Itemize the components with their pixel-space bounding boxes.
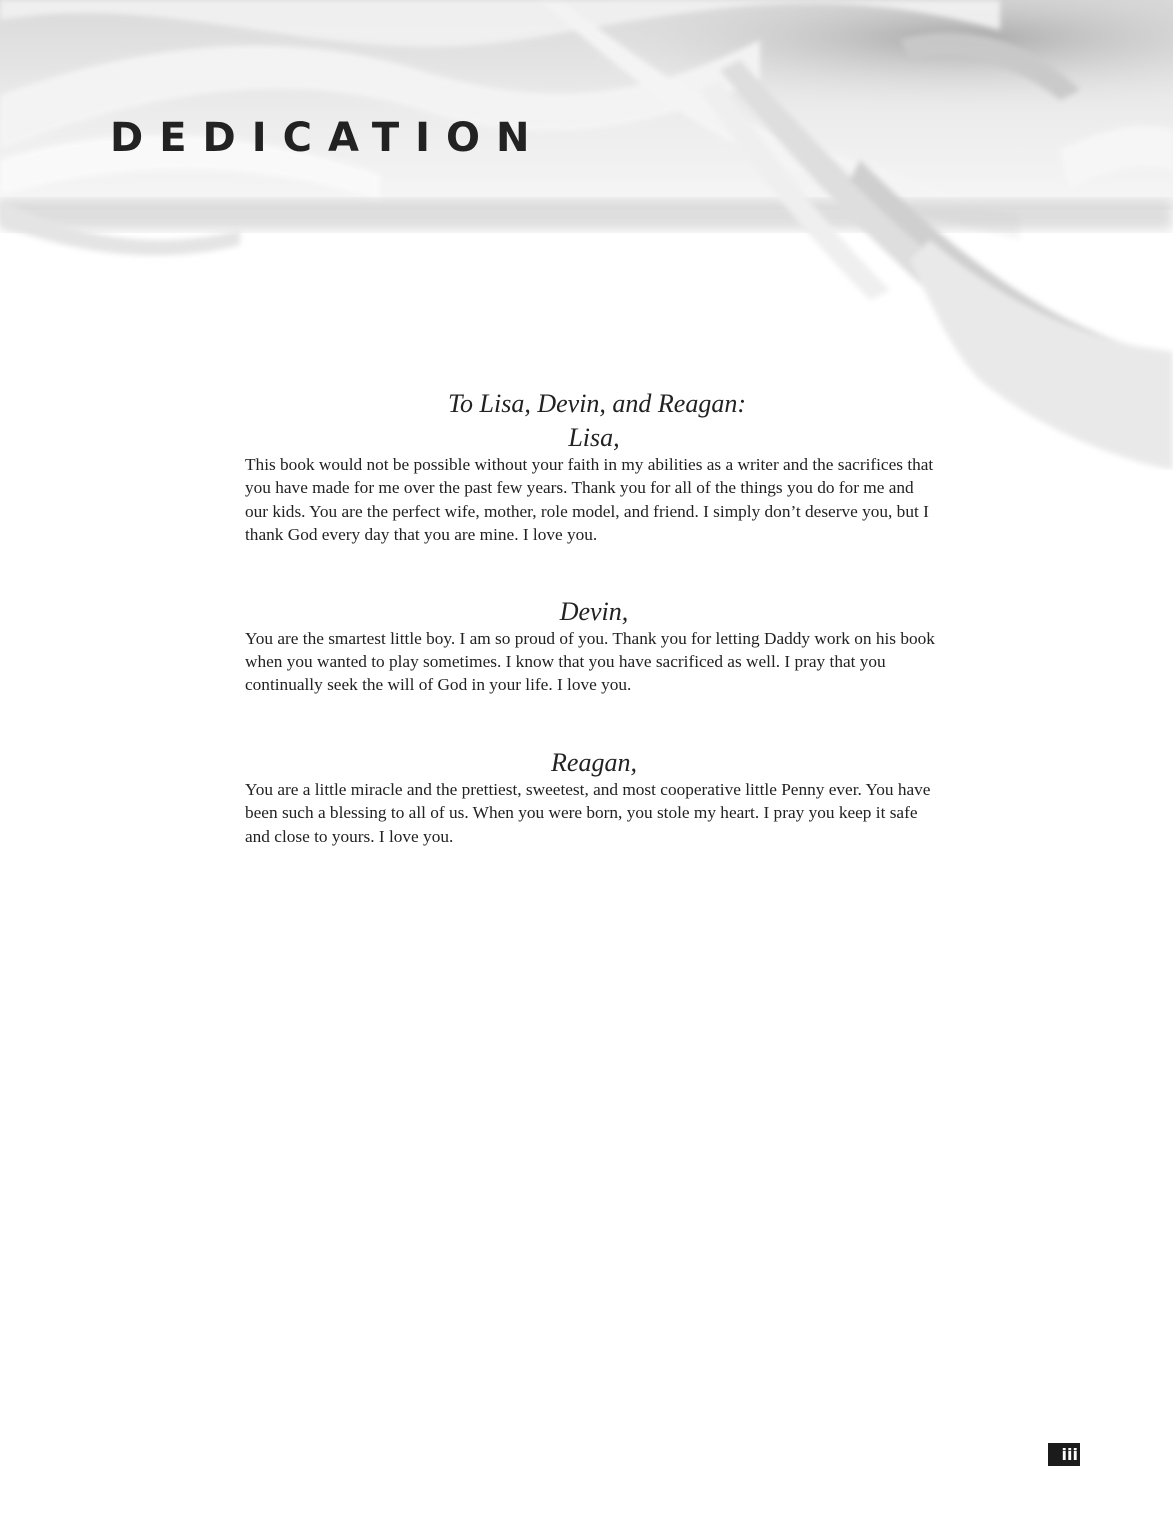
section-body: This book would not be possible without your faith in my abilities as a writer and the sacrifices that you have made for me over the past few years. Thank you for all of the things you do for me and our kids. You are the perfect wife, mother, role model, and friend. I simply don’t deserve you, but I thank God every day that you are mine. I love you. bbox=[245, 455, 934, 545]
page-number: iii bbox=[1048, 1443, 1080, 1466]
page-title: DEDICATION bbox=[110, 115, 546, 161]
section-body: You are the smartest little boy. I am so proud of you. Thank you for letting Daddy work on his book when you wanted to play sometimes. I know that you have sacrificed as well. I pray that you continually seek the will of God in your life. I love you. bbox=[245, 628, 935, 695]
section-name: Devin, bbox=[559, 596, 629, 626]
section-body: You are a little miracle and the prettiest, sweetest, and most cooperative little Penny ever. You have been such a blessing to all of us. When you were born, you stole my heart. I pray you keep it safe and close to yours. I love you. bbox=[245, 779, 931, 846]
section-name: Reagan, bbox=[551, 747, 637, 777]
dedication-heading: To Lisa, Devin, and Reagan: bbox=[447, 389, 747, 418]
section-name: Lisa, bbox=[568, 423, 620, 452]
dedication-content bbox=[245, 386, 935, 848]
dedication-section-devin bbox=[245, 597, 935, 697]
dedication-section-lisa bbox=[245, 423, 935, 547]
dedication-section-reagan bbox=[245, 748, 935, 848]
